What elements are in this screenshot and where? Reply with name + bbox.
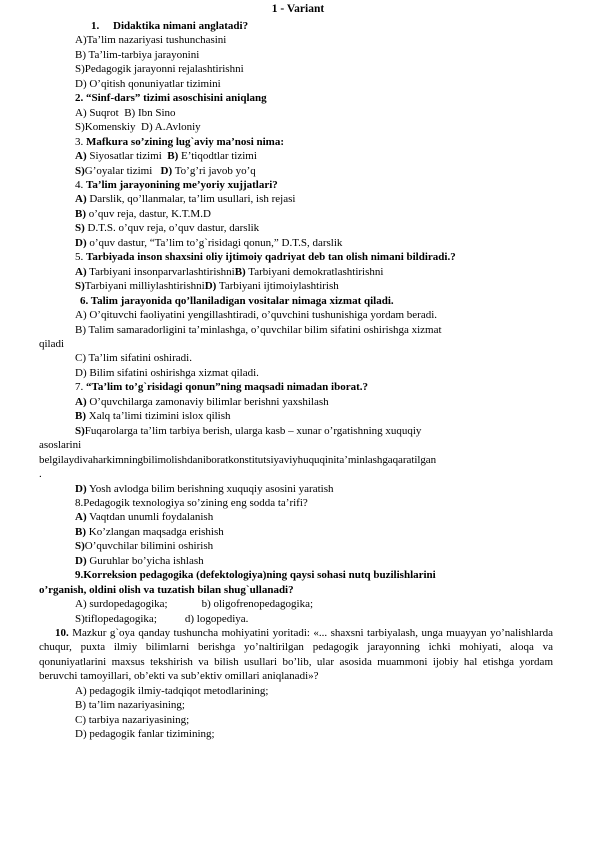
question-4: 4. Ta’lim jarayonining me’yoriy xujjatlari? — [75, 178, 278, 191]
question-5: 5. Tarbiyada inson shaxsini oliy ijtimoiy qadriyat deb tan olish nimani bildiradi.? — [75, 251, 456, 264]
question-3: 3. Mafkura so’zining lug`aviy ma’nosi nima: — [75, 135, 285, 148]
question-9: 9.Korreksion pedagogika (defektologiya)ning qaysi sohasi nutq buzilishlarini — [75, 569, 436, 582]
option-row: S)Tarbiyani milliylashtirishniD) Tarbiyani ijtimoiylashtirish — [75, 280, 339, 293]
option: S) D.T.S. o’quv reja, o’quv dastur, darslik — [75, 222, 260, 235]
option: A) Vaqtdan unumli foydalanish — [75, 511, 214, 524]
question-7: 7. “Ta’lim to’g`risidagi qonun”ning maqsadi nimadan iborat.? — [75, 381, 368, 394]
question-10: 10. Mazkur g`oya qanday tushuncha mohiyatini yoritadi: «... shaxsni tarbiyalash, unga muayyan yo’nalishlarda chuqur, puxta ilmiy bilimlarni berishga yo’naltirilgan pedagogik jarayonning ichki mohiyati, aloqa va qonuniyatlarini maxsus tekshirish va bilish usullari bo’lib, ular asosida muammoni ijobiy hal etishga yordam beruvchi tamoyillari, ob’ekti va sub’ektiv omillari aniqlanadi»? — [39, 627, 553, 683]
option: S)Fuqarolarga ta’lim tarbiya berish, ularga kasb – xunar o’rgatishning xuquqiy — [75, 424, 422, 437]
option: D) Bilim sifatini oshirishga xizmat qiladi. — [75, 366, 259, 379]
option-row: A) surdopedagogika; b) oligofrenopedagogika; — [75, 598, 314, 611]
question-2: 2. “Sinf-dars” tizimi asoschisini aniqlang — [75, 92, 267, 105]
question-1: 1. Didaktika nimani anglatadi? — [91, 20, 249, 32]
option: B) Ta’lim-tarbiya jarayonini — [75, 48, 200, 61]
option: C) Ta’lim sifatini oshiradi. — [75, 352, 192, 365]
option: A) O’qituvchi faoliyatini yengillashtiradi, o’quvchini tushunishiga yordam beradi. — [75, 309, 438, 322]
option-continuation: asoslarini — [39, 439, 82, 452]
option: A) pedagogik ilmiy-tadqiqot metodlarining; — [75, 684, 269, 697]
option: S)Pedagogik jarayonni rejalashtirishni — [75, 63, 244, 76]
option: D) O’qitish qonuniyatlar tizimini — [75, 77, 221, 90]
option: B) Ko’zlangan maqsadga erishish — [75, 525, 224, 538]
option: D) Guruhlar bo’yicha ishlash — [75, 554, 204, 567]
option: D) o’quv dastur, “Ta’lim to’g`risidagi qonun,” D.T.S, darslik — [75, 236, 343, 249]
option: C) tarbiya nazariyasining; — [75, 713, 190, 726]
option-row: A) Tarbiyani insonparvarlashtirishniB) Tarbiyani demokratlashtirishni — [75, 265, 384, 278]
option: B) o’quv reja, dastur, K.T.M.D — [75, 207, 211, 220]
option-row: A) Siyosatlar tizimi B) E’tiqodtlar tizimi — [75, 150, 257, 163]
option: B) ta’lim nazariyasining; — [75, 699, 185, 712]
variant-title: 1 - Variant — [271, 3, 325, 15]
option-row: A) Suqrot B) Ibn Sino — [75, 106, 176, 119]
option-row: S)Komenskiy D) A.Avloniy — [75, 121, 201, 134]
option-continuation: belgilaydivaharkimningbilimolishdaniboratkonstitutsiyaviyhuquqinita’minlashgaqaratilgan — [39, 453, 437, 466]
question-8: 8.Pedagogik texnologiya so’zining eng sodda ta’rifi? — [75, 496, 308, 509]
test-content — [39, 19, 553, 742]
option-row: S)tiflopedagogika; d) logopediya. — [75, 612, 249, 625]
option: A) Darslik, qo’llanmalar, ta’lim usullari, ish rejasi — [75, 193, 296, 206]
option-continuation: qiladi — [39, 337, 65, 350]
option: B) Xalq ta’limi tizimini islox qilish — [75, 410, 231, 423]
option-row: S)G’oyalar tizimi D) To’g’ri javob yo’q — [75, 164, 256, 177]
option: D) pedagogik fanlar tizimining; — [75, 728, 215, 741]
option: S)O’quvchilar bilimini oshirish — [75, 540, 214, 553]
option: D) Yosh avlodga bilim berishning xuquqiy asosini yaratish — [75, 482, 334, 495]
option: A) O’quvchilarga zamonaviy bilimlar berishni yaxshilash — [75, 395, 329, 408]
option: A)Ta’lim nazariyasi tushunchasini — [75, 34, 227, 47]
option: B) Talim samaradorligini ta’minlashga, o’quvchilar bilim sifatini oshirishga xizmat — [75, 323, 442, 336]
question-6: 6. Talim jarayonida qo’llaniladigan vositalar nimaga xizmat qiladi. — [80, 294, 394, 307]
question-9-continuation: o’rganish, oldini olish va tuzatish bilan shug`ullanadi? — [39, 583, 294, 596]
option-continuation: . — [39, 468, 42, 481]
